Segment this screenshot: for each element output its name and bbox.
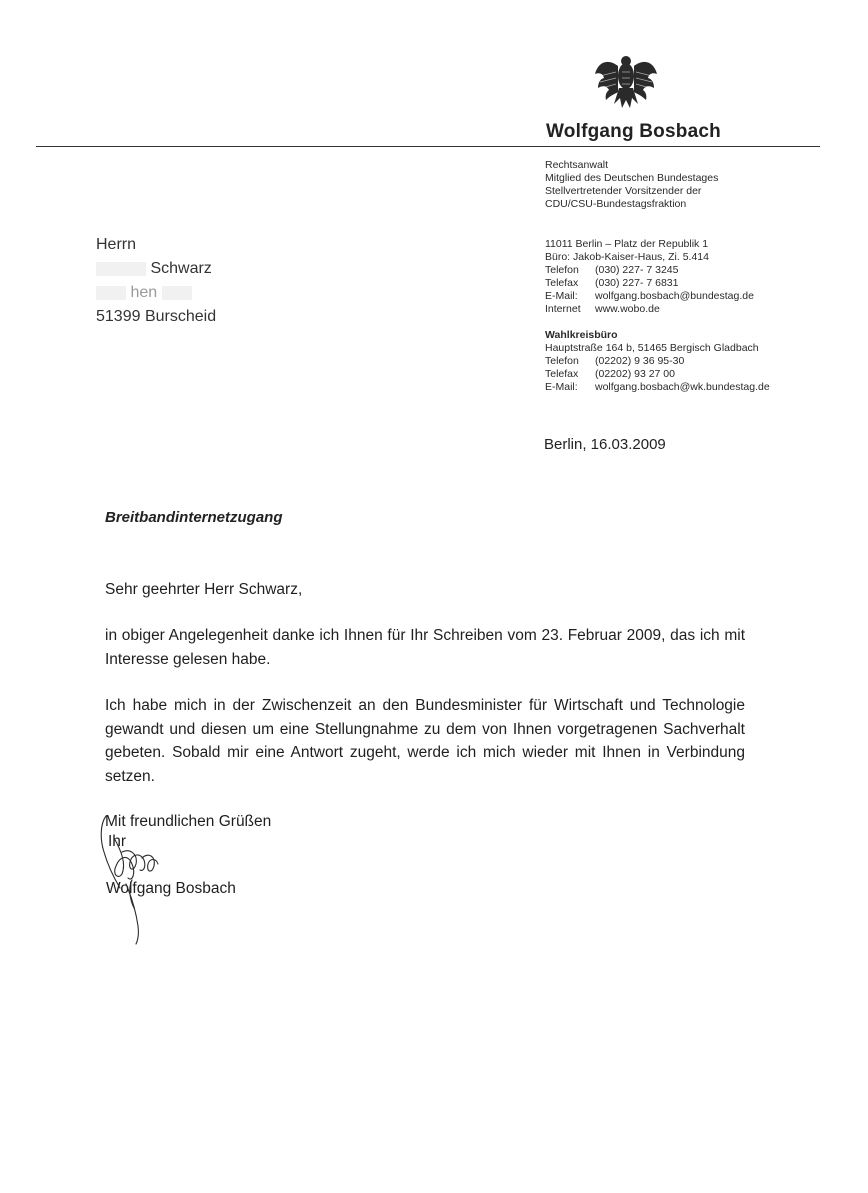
signer-name: Wolfgang Bosbach <box>106 880 236 897</box>
contact-row <box>545 368 770 381</box>
recipient-street-fragment: hen <box>130 284 158 301</box>
letter-subject: Breitbandinternetzugang <box>105 509 283 526</box>
wahlkreis-address: Hauptstraße 164 b, 51465 Bergisch Gladbach <box>545 342 759 354</box>
title-line: Rechtsanwalt <box>545 159 609 171</box>
letterhead-name: Wolfgang Bosbach <box>546 121 721 142</box>
federal-eagle-icon <box>594 52 658 112</box>
contact-value: (030) 227- 7 3245 <box>595 264 679 276</box>
berlin-address: 11011 Berlin – Platz der Republik 1 <box>545 238 709 250</box>
recipient-surname: Schwarz <box>150 260 212 277</box>
contact-label: E-Mail: <box>545 381 578 393</box>
letter-greeting: Sehr geehrter Herr Schwarz, <box>105 581 303 598</box>
contact-row <box>545 355 770 368</box>
contact-row <box>545 290 754 303</box>
recipient-salutation: Herrn <box>96 236 137 253</box>
recipient-city: 51399 Burscheid <box>96 308 217 325</box>
title-line: CDU/CSU-Bundestagsfraktion <box>545 198 687 210</box>
contact-label: Internet <box>545 303 581 315</box>
contact-row <box>545 264 754 277</box>
wahlkreis-heading: Wahlkreisbüro <box>545 329 618 341</box>
contact-value: (02202) 93 27 00 <box>595 368 675 380</box>
recipient-street-line <box>96 281 216 305</box>
recipient-address <box>96 233 216 329</box>
contact-value: (02202) 9 36 95-30 <box>595 355 685 367</box>
contact-label: Telefon <box>545 264 579 276</box>
contact-website: www.wobo.de <box>595 303 660 315</box>
contact-label: E-Mail: <box>545 290 578 302</box>
redacted-street-end <box>162 286 192 300</box>
letterhead-titles <box>545 159 718 211</box>
contact-email: wolfgang.bosbach@wk.bundestag.de <box>595 381 770 393</box>
letter-date: Berlin, 16.03.2009 <box>544 436 666 453</box>
contact-row <box>545 381 770 394</box>
redacted-first-name <box>96 262 146 276</box>
contact-label: Telefax <box>545 277 579 289</box>
contact-label: Telefon <box>545 355 579 367</box>
letter-closing: Mit freundlichen Grüßen <box>105 813 272 830</box>
contact-email: wolfgang.bosbach@bundestag.de <box>595 290 754 302</box>
letterhead-rule <box>36 146 820 147</box>
body-paragraph: in obiger Angelegenheit danke ich Ihnen für Ihr Schreiben vom 23. Februar 2009, das ich mit Interesse gelesen habe. <box>105 627 745 668</box>
contact-row <box>545 303 754 316</box>
recipient-name-line <box>96 257 216 281</box>
handwritten-signature <box>92 808 202 958</box>
redacted-street-start <box>96 286 126 300</box>
closing-ihr: Ihr <box>108 833 127 850</box>
body-paragraph: Ich habe mich in der Zwischenzeit an den Bundesminister für Wirtschaft und Technologie gewandt und diesen um eine Stellungnahme zu dem von Ihnen vorgetragenen Sachverhalt gebeten. Sobald mir eine Antwort zugeht, werde ich mich wieder mit Ihnen in Verbindung setzen. <box>105 697 745 785</box>
contact-label: Telefax <box>545 368 579 380</box>
wahlkreis-contact-block <box>545 329 770 394</box>
title-line: Stellvertretender Vorsitzender der <box>545 185 702 197</box>
contact-row <box>545 277 754 290</box>
berlin-contact-block <box>545 238 754 316</box>
berlin-office: Büro: Jakob-Kaiser-Haus, Zi. 5.414 <box>545 251 709 263</box>
title-line: Mitglied des Deutschen Bundestages <box>545 172 719 184</box>
contact-value: (030) 227- 7 6831 <box>595 277 679 289</box>
